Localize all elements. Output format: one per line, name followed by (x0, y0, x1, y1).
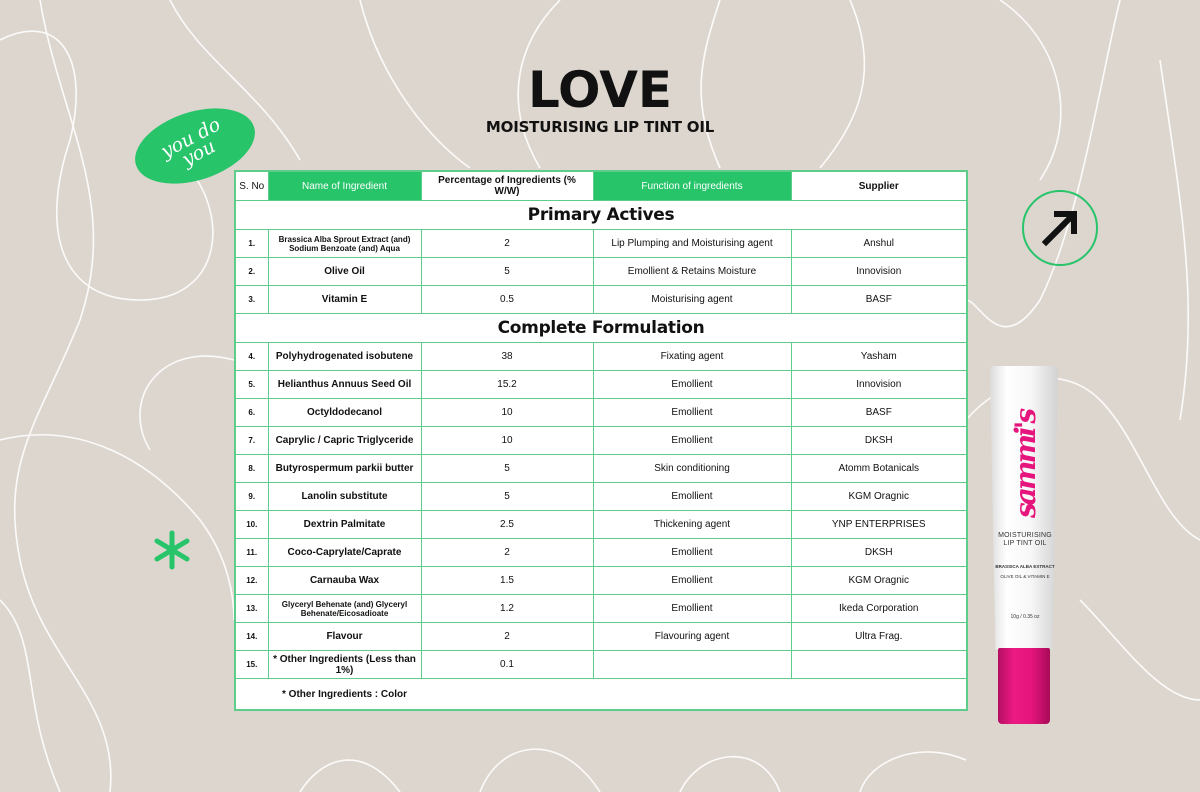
product-extract: BRASSICA ALBA EXTRACT (995, 564, 1055, 569)
table-row (235, 258, 967, 286)
cell-percentage: 2 (421, 230, 593, 258)
cell-function (593, 651, 791, 679)
cell-supplier (791, 651, 967, 679)
cell-sno: 15. (235, 651, 268, 679)
cell-function: Emollient (593, 539, 791, 567)
table-row (235, 483, 967, 511)
cell-sno: 1. (235, 230, 268, 258)
cell-supplier: Anshul (791, 230, 967, 258)
cell-percentage: 10 (421, 399, 593, 427)
cell-sno: 3. (235, 286, 268, 314)
cell-supplier: Ikeda Corporation (791, 595, 967, 623)
cell-function: Moisturising agent (593, 286, 791, 314)
cell-percentage: 15.2 (421, 371, 593, 399)
cell-percentage: 0.5 (421, 286, 593, 314)
arrow-up-right-icon-glyph (1024, 192, 1096, 264)
cell-percentage: 10 (421, 427, 593, 455)
product-extras: OLIVE OIL & VITAMIN E (1000, 574, 1050, 579)
table-row (235, 371, 967, 399)
table-header-row (235, 171, 967, 201)
brand-logo: sammi's (1009, 410, 1042, 518)
cell-ingredient: Butyrospermum parkii butter (268, 455, 421, 483)
table-row (235, 623, 967, 651)
cell-ingredient: Octyldodecanol (268, 399, 421, 427)
cell-function: Emollient (593, 567, 791, 595)
cell-percentage: 0.1 (421, 651, 593, 679)
cell-percentage: 5 (421, 483, 593, 511)
product-name: MOISTURISING LIP TINT OIL (998, 532, 1052, 547)
cell-ingredient: Vitamin E (268, 286, 421, 314)
cell-sno: 4. (235, 343, 268, 371)
product-size: 10g / 0.35 oz (1010, 614, 1040, 620)
cell-function: Emollient (593, 399, 791, 427)
cell-supplier: Atomm Botanicals (791, 455, 967, 483)
cell-function: Emollient (593, 483, 791, 511)
cell-supplier: Yasham (791, 343, 967, 371)
cell-function: Skin conditioning (593, 455, 791, 483)
cell-function: Flavouring agent (593, 623, 791, 651)
cell-ingredient: Dextrin Palmitate (268, 511, 421, 539)
header-function: Function of ingredients (593, 171, 791, 201)
cell-function: Emollient & Retains Moisture (593, 258, 791, 286)
tube-cap (998, 648, 1050, 724)
table-row (235, 595, 967, 623)
cell-percentage: 2 (421, 539, 593, 567)
cell-supplier: BASF (791, 399, 967, 427)
table-row (235, 230, 967, 258)
table-row (235, 286, 967, 314)
cell-ingredient: Polyhydrogenated isobutene (268, 343, 421, 371)
cell-function: Fixating agent (593, 343, 791, 371)
table-row (235, 399, 967, 427)
primary-actives-body (235, 230, 967, 314)
cell-supplier: KGM Oragnic (791, 567, 967, 595)
cell-ingredient: Glyceryl Behenate (and) Glyceryl Behenate/Eicosadioate (268, 595, 421, 623)
cell-percentage: 1.2 (421, 595, 593, 623)
cell-sno: 6. (235, 399, 268, 427)
cell-supplier: YNP ENTERPRISES (791, 511, 967, 539)
header-supplier: Supplier (791, 171, 967, 201)
product-tube (988, 360, 1060, 730)
cell-ingredient: Brassica Alba Sprout Extract (and) Sodium Benzoate (and) Aqua (268, 230, 421, 258)
cell-percentage: 5 (421, 258, 593, 286)
cell-percentage: 2 (421, 623, 593, 651)
cell-sno: 5. (235, 371, 268, 399)
table-row (235, 539, 967, 567)
footnote: * Other Ingredients : Color (282, 688, 408, 700)
cell-function: Thickening agent (593, 511, 791, 539)
ingredients-table (234, 170, 968, 711)
cell-ingredient: Carnauba Wax (268, 567, 421, 595)
table-row (235, 511, 967, 539)
cell-function: Emollient (593, 427, 791, 455)
cell-supplier: Innovision (791, 371, 967, 399)
footnote-row (235, 679, 967, 711)
cell-sno: 8. (235, 455, 268, 483)
table-row (235, 651, 967, 679)
cell-ingredient: Flavour (268, 623, 421, 651)
cell-percentage: 38 (421, 343, 593, 371)
cell-sno: 13. (235, 595, 268, 623)
cell-supplier: DKSH (791, 427, 967, 455)
sticker-text: you do you (157, 113, 225, 171)
cell-sno: 7. (235, 427, 268, 455)
table-row (235, 455, 967, 483)
cell-sno: 12. (235, 567, 268, 595)
cell-sno: 14. (235, 623, 268, 651)
table-row (235, 427, 967, 455)
cell-function: Emollient (593, 371, 791, 399)
cell-supplier: BASF (791, 286, 967, 314)
cell-function: Lip Plumping and Moisturising agent (593, 230, 791, 258)
section-primary-actives: Primary Actives (235, 201, 967, 230)
cell-supplier: DKSH (791, 539, 967, 567)
table-row (235, 343, 967, 371)
cell-percentage: 1.5 (421, 567, 593, 595)
cell-ingredient: Coco-Caprylate/Caprate (268, 539, 421, 567)
cell-sno: 10. (235, 511, 268, 539)
section-complete-row (235, 314, 967, 343)
cell-ingredient: Olive Oil (268, 258, 421, 286)
asterisk-icon (150, 528, 194, 572)
cell-sno: 11. (235, 539, 268, 567)
cell-percentage: 5 (421, 455, 593, 483)
cell-ingredient: * Other Ingredients (Less than 1%) (268, 651, 421, 679)
cell-supplier: Ultra Frag. (791, 623, 967, 651)
cell-percentage: 2.5 (421, 511, 593, 539)
page-subtitle: MOISTURISING LIP TINT OIL (485, 118, 715, 136)
cell-sno: 2. (235, 258, 268, 286)
table-row (235, 567, 967, 595)
arrow-up-right-icon[interactable] (1022, 190, 1098, 266)
complete-formulation-body (235, 343, 967, 679)
header-ingredient: Name of Ingredient (268, 171, 421, 201)
page-title: LOVE (527, 61, 673, 119)
cell-supplier: KGM Oragnic (791, 483, 967, 511)
cell-function: Emollient (593, 595, 791, 623)
cell-sno: 9. (235, 483, 268, 511)
cell-ingredient: Helianthus Annuus Seed Oil (268, 371, 421, 399)
section-primary-row (235, 201, 967, 230)
cell-supplier: Innovision (791, 258, 967, 286)
cell-ingredient: Lanolin substitute (268, 483, 421, 511)
header-percentage: Percentage of Ingredients (% W/W) (421, 171, 593, 201)
cell-ingredient: Caprylic / Capric Triglyceride (268, 427, 421, 455)
section-complete-formulation: Complete Formulation (235, 314, 967, 343)
header-sno: S. No (235, 171, 268, 201)
